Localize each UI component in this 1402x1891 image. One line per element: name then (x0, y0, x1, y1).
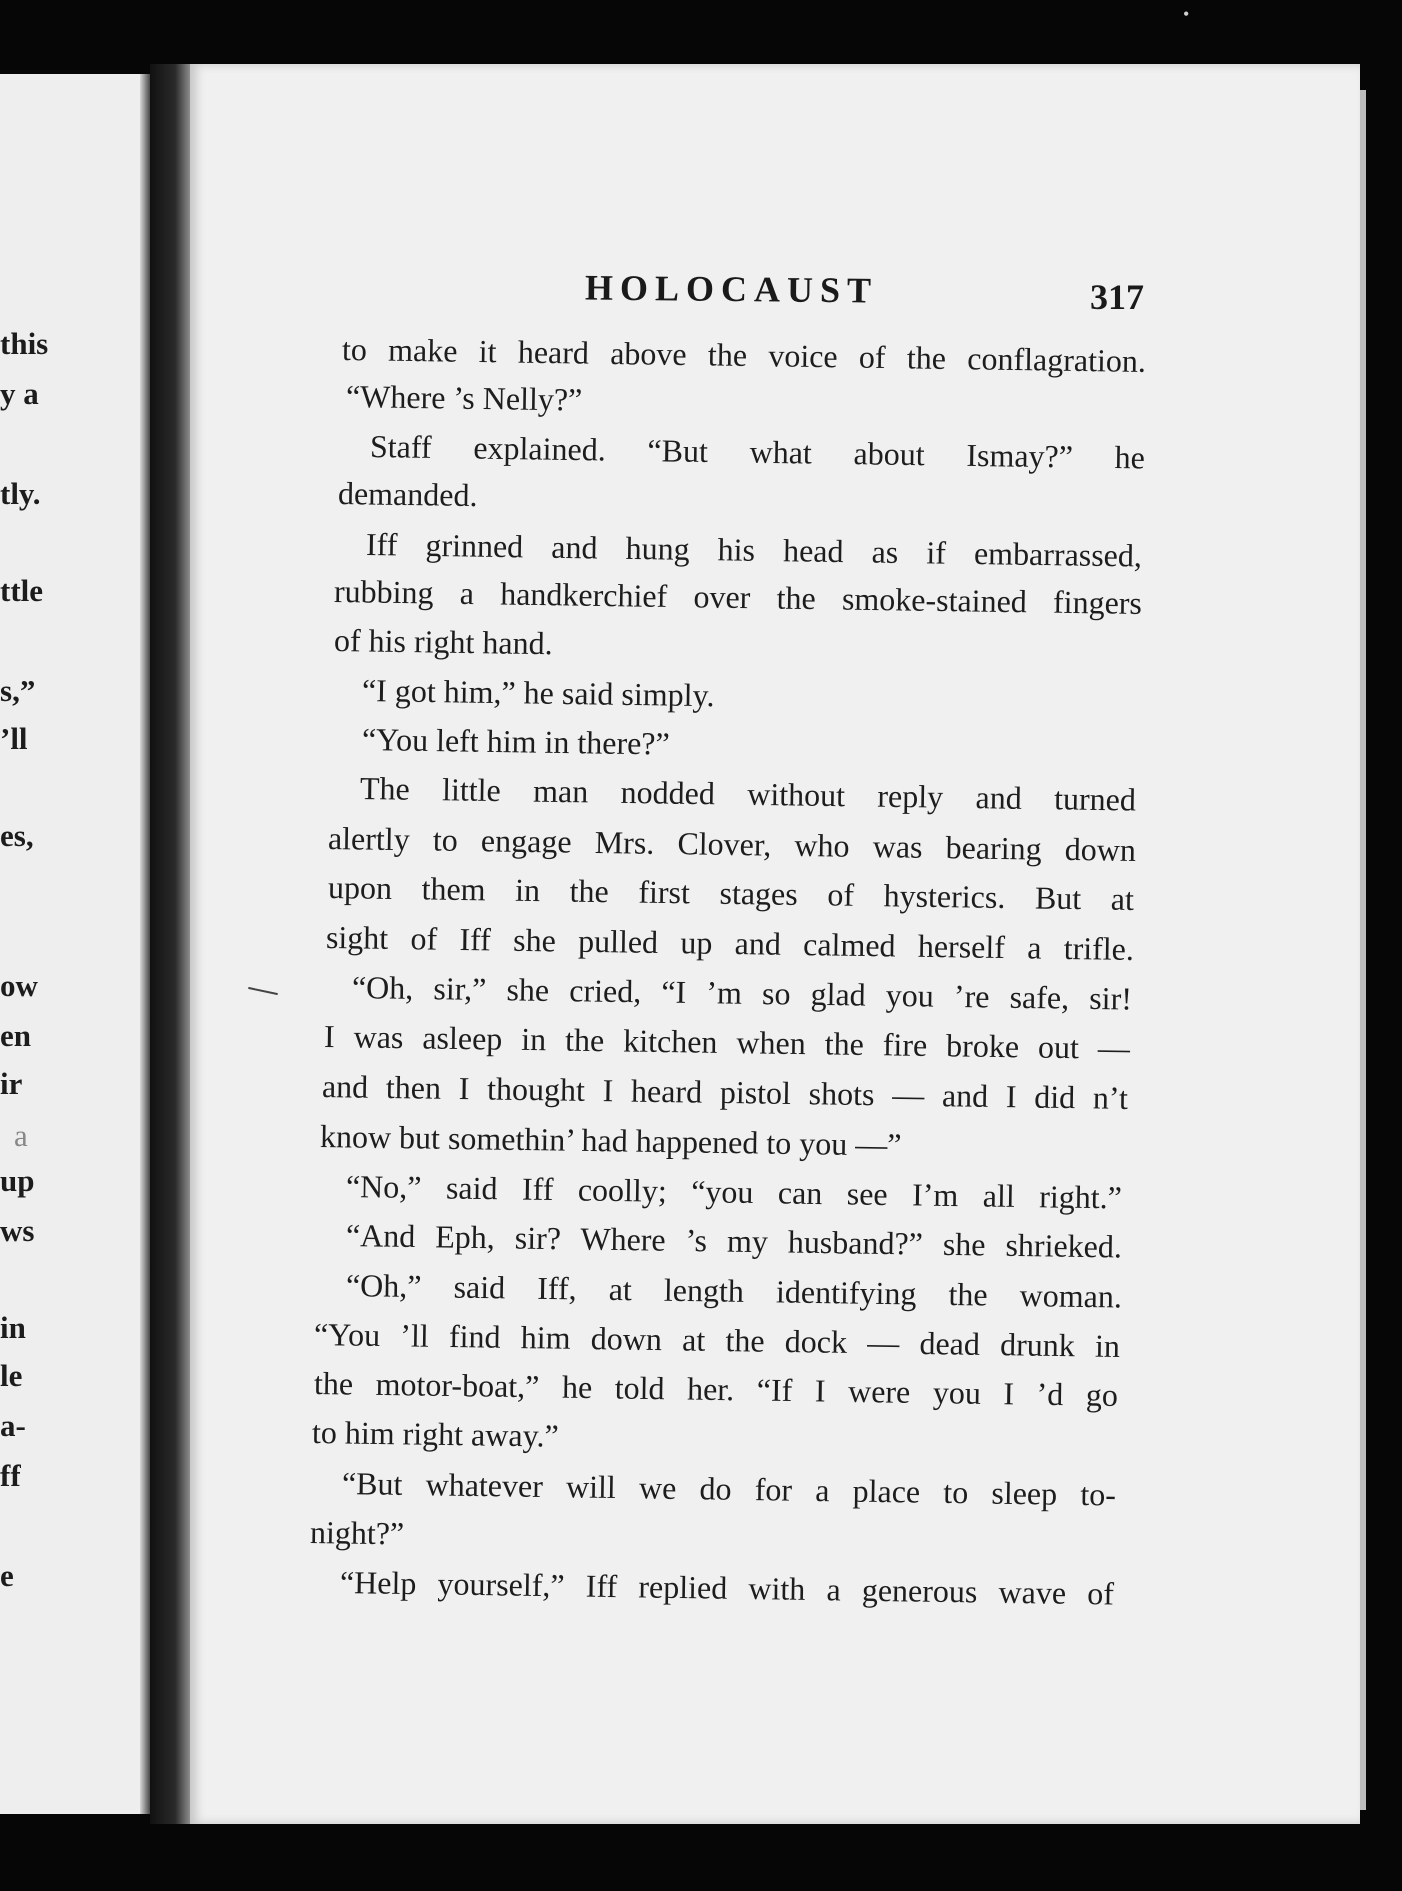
left-page-fragment: a (14, 1118, 28, 1153)
body-line: Staff explained. “But what about Ismay?” he (369, 428, 1146, 476)
body-line: “No,” said Iff coolly; “you can see I’m all right.” (345, 1168, 1123, 1216)
page-spine (150, 64, 192, 1824)
body-line: to him right away.” (311, 1414, 559, 1454)
body-line: “I got him,” he said simply. (361, 672, 715, 714)
left-page-fragment: y a (0, 376, 39, 411)
running-title: HOLOCAUST (584, 267, 879, 311)
body-line: sight of Iff she pulled up and calmed herself a trifle. (325, 919, 1135, 967)
body-line: upon them in the first stages of hysterics. But at (327, 869, 1135, 917)
body-line: of his right hand. (333, 622, 553, 662)
body-line: “Oh, sir,” she cried, “I ’m so glad you ’re safe, sir! (351, 969, 1133, 1017)
body-line: “Help yourself,” Iff replied with a generous wave of (339, 1564, 1115, 1612)
body-line: I was asleep in the kitchen when the fire broke out — (323, 1018, 1131, 1066)
left-page-fragment: ff (0, 1458, 21, 1493)
body-line: “But whatever will we do for a place to sleep to- (341, 1465, 1117, 1513)
body-line: know but somethin’ had happened to you —” (319, 1118, 902, 1163)
body-line: and then I thought I heard pistol shots — and I did n’t (321, 1068, 1129, 1116)
left-page-fragment: ws (0, 1213, 35, 1248)
page-number: 317 (1090, 277, 1144, 317)
left-page-fragment: this (0, 326, 49, 361)
body-line: “Where ’s Nelly?” (345, 378, 583, 418)
dust-speck: • (1183, 4, 1190, 24)
body-line: “Oh,” said Iff, at length identifying the woman. (345, 1267, 1123, 1315)
body-line: Iff grinned and hung his head as if embarrassed, (365, 526, 1143, 574)
left-page-fragment: a- (0, 1408, 26, 1443)
body-line: “And Eph, sir? Where ’s my husband?” she shrieked. (345, 1217, 1123, 1265)
left-page-fragment: up (0, 1163, 35, 1198)
left-page-fragment: in (0, 1310, 26, 1345)
body-line: rubbing a handkerchief over the smoke-stained fingers (333, 573, 1143, 621)
body-line: “You left him in there?” (361, 721, 671, 762)
left-page-fragment: ttle (0, 573, 44, 608)
left-page-fragment: ir (0, 1066, 23, 1101)
left-page-fragment: tly. (0, 476, 41, 511)
body-line: to make it heard above the voice of the conflagration. (341, 331, 1147, 379)
body-line: “You ’ll find him down at the dock — dead drunk in (313, 1316, 1121, 1364)
body-line: the motor-boat,” he told her. “If I were you I ’d go (313, 1365, 1119, 1413)
left-page-fragment: ow (0, 968, 38, 1003)
left-page-fragment: ’ll (0, 721, 28, 756)
left-page-fragment: le (0, 1358, 23, 1393)
left-page-fragment: en (0, 1018, 31, 1053)
page-edge (1360, 90, 1366, 1810)
body-line: demanded. (337, 475, 478, 514)
left-page-fragment: s,” (0, 673, 36, 708)
body-line: night?” (309, 1514, 405, 1552)
left-page-fragment: es, (0, 818, 34, 853)
body-line: alertly to engage Mrs. Clover, who was bearing down (327, 820, 1137, 868)
left-page-fragment: e (0, 1558, 14, 1593)
body-line: The little man nodded without reply and turned (359, 770, 1137, 818)
